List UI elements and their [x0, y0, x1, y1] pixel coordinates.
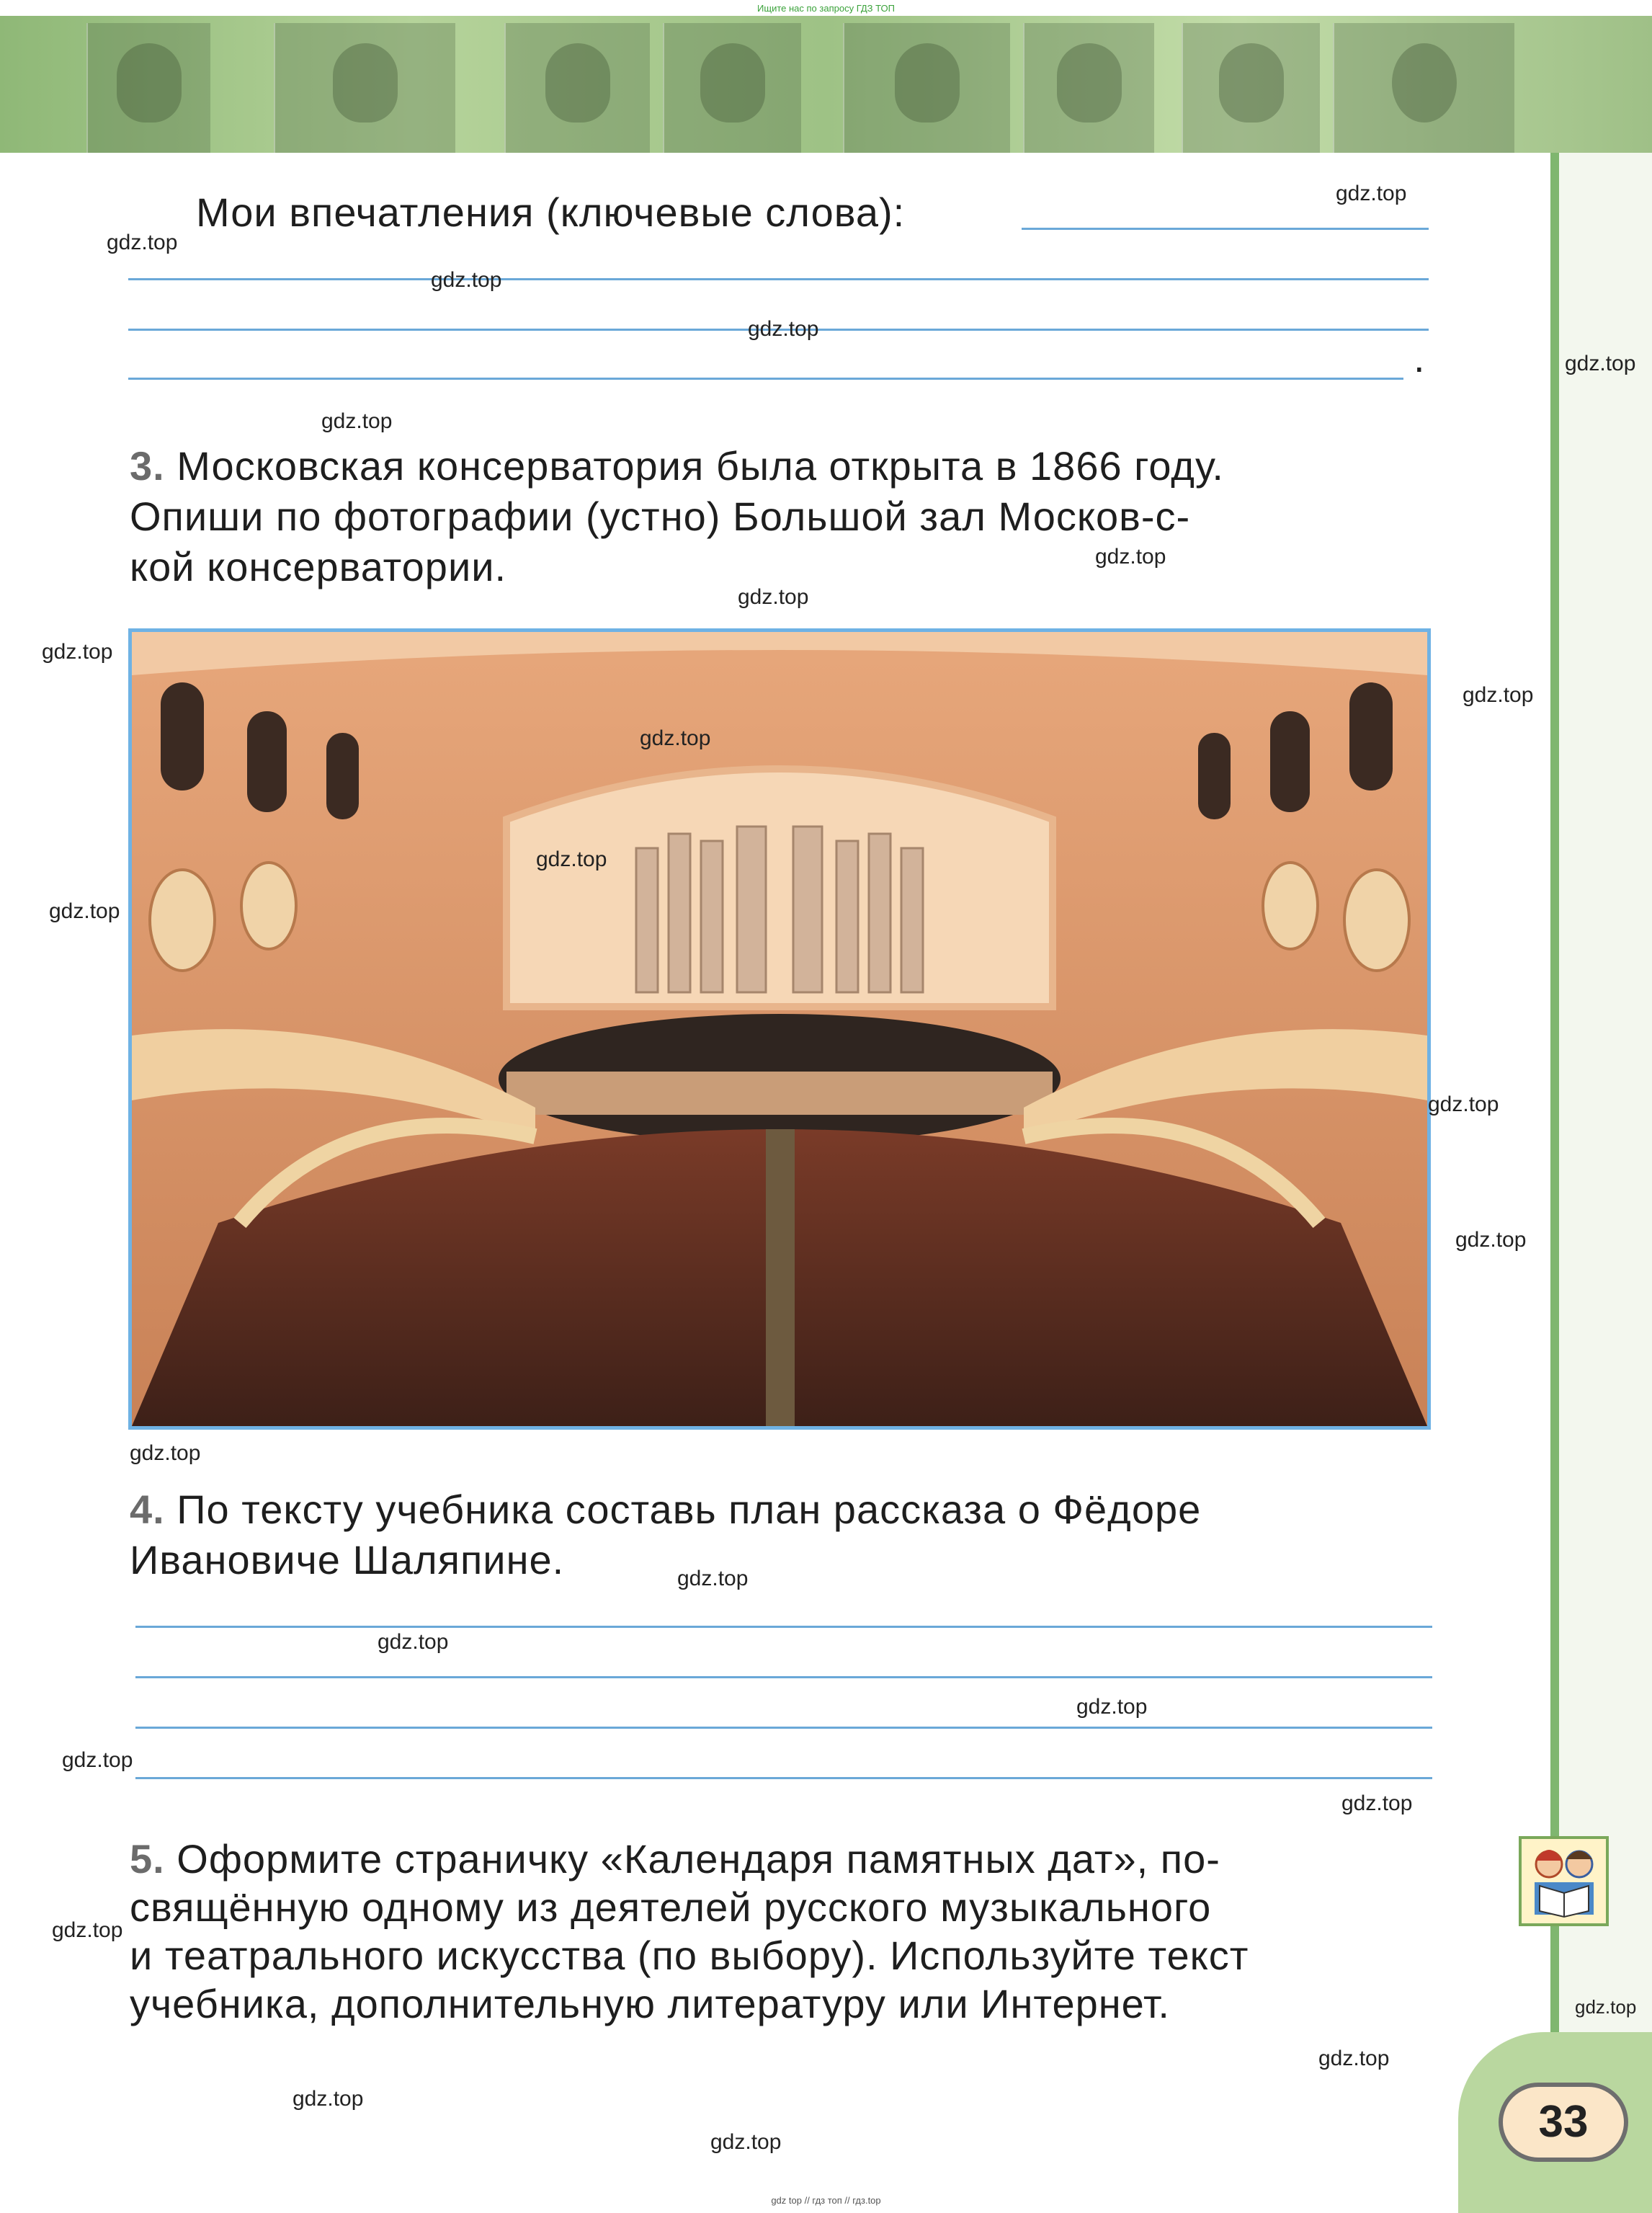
watermark: gdz.top	[1318, 2047, 1390, 2070]
answer-line[interactable]	[135, 1727, 1432, 1729]
task-number: 4.	[130, 1487, 165, 1532]
portrait	[663, 23, 801, 153]
watermark: gdz.top	[1076, 1695, 1148, 1719]
watermark: gdz.top	[321, 409, 393, 433]
conservatory-hall-image	[132, 632, 1427, 1426]
watermark: gdz.top	[536, 847, 607, 871]
portrait	[274, 23, 455, 153]
task-3-line-1	[130, 441, 1224, 491]
task-3-line-3: кой консерватории.	[130, 544, 507, 589]
order-medal	[1333, 23, 1514, 153]
answer-line[interactable]	[128, 278, 1429, 280]
conservatory-hall-photo	[128, 628, 1431, 1430]
task-5-line-3: и театрального искусства (по выбору). Используйте текст	[130, 1933, 1249, 1978]
watermark: gdz.top	[677, 1567, 749, 1590]
footer-note: gdz top // гдз топ // гдз.top	[771, 2195, 881, 2206]
watermark: gdz.top	[1341, 1791, 1413, 1815]
watermark: gdz.top	[42, 640, 113, 664]
top-note: Ищите нас по запросу ГДЗ ТОП	[757, 3, 895, 14]
answer-line[interactable]	[128, 378, 1403, 380]
watermark: gdz.top	[130, 1441, 201, 1465]
watermark: gdz.top	[52, 1918, 123, 1942]
answer-line[interactable]	[1022, 228, 1429, 230]
watermark: gdz.top	[1428, 1092, 1499, 1116]
portrait	[504, 23, 650, 153]
watermark: gdz.top	[640, 726, 711, 750]
answer-line[interactable]	[135, 1676, 1432, 1678]
margin-bar	[1550, 153, 1559, 2041]
task-3-line-2: Опиши по фотографии (устно) Большой зал Москов-с-	[130, 494, 1191, 539]
task-number: 5.	[130, 1836, 165, 1882]
task-text: По тексту учебника составь план рассказа о Фёдоре	[177, 1487, 1202, 1532]
task-5-line-1	[130, 1834, 1220, 1884]
watermark: gdz.top	[107, 231, 178, 254]
line-end-dot: .	[1414, 335, 1426, 380]
watermark: gdz.top	[431, 268, 502, 292]
portrait	[1023, 23, 1154, 153]
task-4-line-1	[130, 1484, 1201, 1535]
watermark: gdz.top	[1336, 182, 1407, 205]
task-5-line-4: учебника, дополнительную литературу или Интернет.	[130, 1981, 1170, 2026]
watermark: gdz.top	[748, 317, 819, 341]
watermark: gdz.top	[1095, 545, 1166, 569]
portrait	[86, 23, 210, 153]
reading-kids-icon	[1519, 1836, 1609, 1926]
portrait	[1182, 23, 1320, 153]
answer-line[interactable]	[135, 1626, 1432, 1628]
watermark: gdz.top	[738, 585, 809, 609]
portrait	[843, 23, 1010, 153]
watermark: gdz.top	[1575, 1996, 1637, 2018]
page-number: 33	[1499, 2083, 1628, 2162]
task-4-line-2: Ивановиче Шаляпине.	[130, 1537, 565, 1582]
header-banner	[0, 16, 1652, 153]
task-5-line-2: свящённую одному из деятелей русского музыкального	[130, 1884, 1212, 1930]
watermark: gdz.top	[49, 899, 120, 923]
watermark: gdz.top	[1455, 1228, 1527, 1252]
watermark: gdz.top	[1565, 352, 1636, 375]
answer-line[interactable]	[135, 1777, 1432, 1779]
watermark: gdz.top	[710, 2130, 782, 2154]
watermark: gdz.top	[378, 1630, 449, 1654]
watermark: gdz.top	[62, 1748, 133, 1772]
task-number: 3.	[130, 443, 165, 489]
watermark: gdz.top	[293, 2087, 364, 2111]
watermark: gdz.top	[1463, 683, 1534, 707]
task-text: Московская консерватория была открыта в 1866 году.	[177, 443, 1224, 489]
task-text: Оформите страничку «Календаря памятных дат», по-	[177, 1836, 1220, 1882]
impressions-label: Мои впечатления (ключевые слова):	[196, 190, 906, 235]
